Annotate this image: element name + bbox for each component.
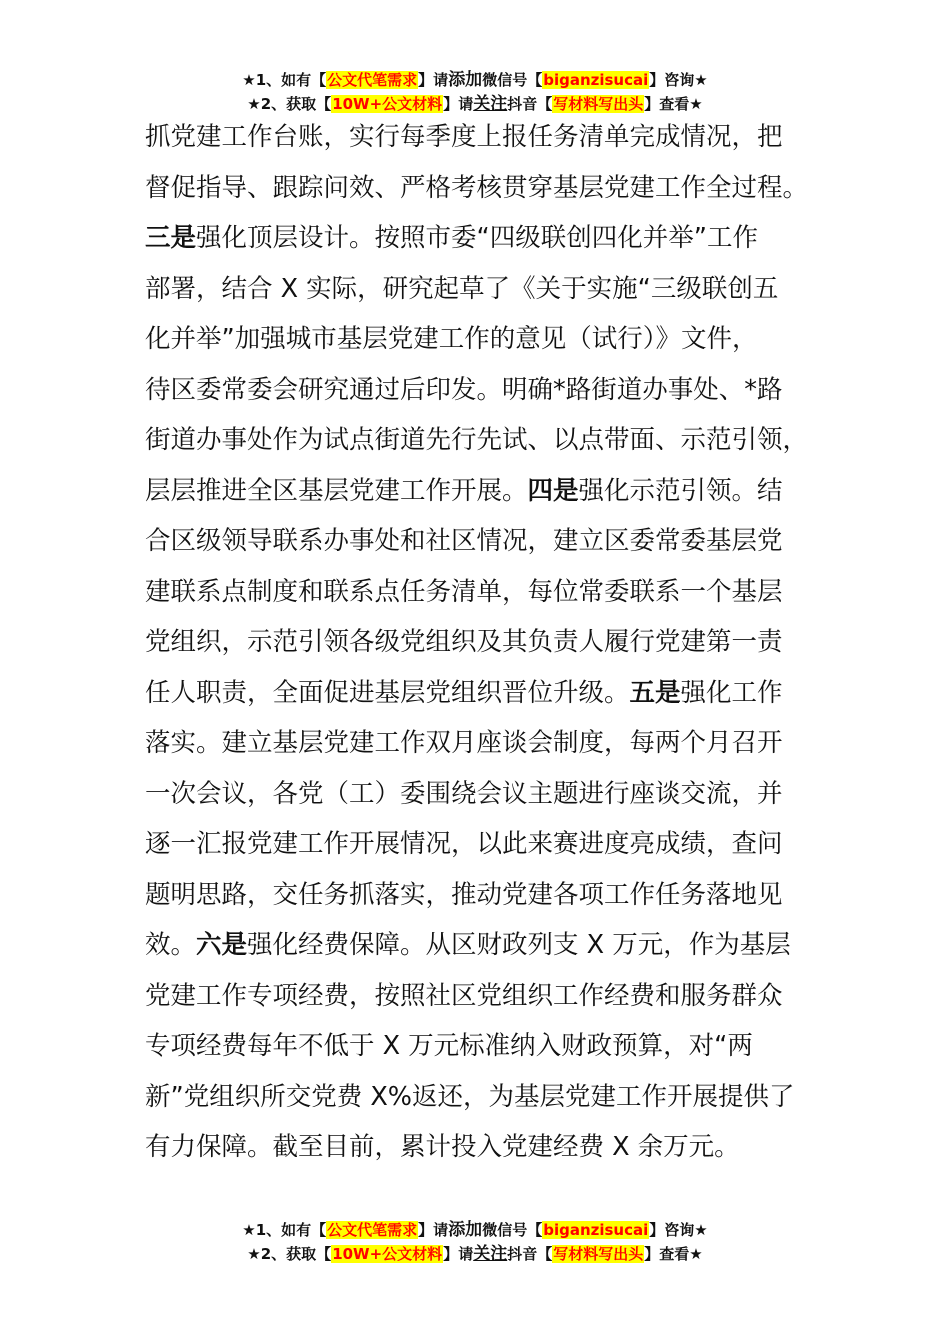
wechat-id-highlight: biganzisucai	[543, 1221, 649, 1239]
line-text: 化并举”加强城市基层党建工作的意见（试行）》文件，	[145, 324, 758, 354]
banner-text: 】请	[443, 95, 474, 113]
bold-lead-text: 四是	[527, 475, 579, 506]
banner-text: ★2、获取【	[247, 1245, 332, 1263]
emphasis-text: 添加	[448, 1220, 483, 1240]
line-text: 强化示范引领。结	[578, 475, 783, 506]
text-line	[145, 718, 825, 769]
highlight-label: 10W+公文材料	[332, 95, 443, 113]
text-line	[145, 314, 825, 365]
text-line	[145, 264, 825, 315]
emphasis-text: 关注	[473, 94, 508, 114]
bold-lead-text: 三是	[145, 223, 197, 253]
text-line	[145, 1072, 825, 1123]
line-text: 建联系点制度和联系点任务清单，每位常委联系一个基层	[145, 576, 783, 607]
bold-lead-text: 六是	[196, 930, 248, 960]
banner-line-2	[0, 1242, 950, 1266]
line-text: 逐一汇报党建工作开展情况，以此来赛进度亮成绩，查问	[145, 829, 783, 859]
text-line	[145, 769, 825, 820]
text-line	[145, 1021, 825, 1072]
banner-text: 微信号【	[482, 1221, 543, 1239]
text-line	[145, 163, 825, 214]
line-text: 有力保障。截至目前，累计投入党建经费 X 余万元。	[145, 1132, 740, 1162]
highlight-label: 10W+公文材料	[332, 1245, 443, 1263]
text-line	[145, 920, 825, 971]
text-line	[145, 112, 825, 163]
emphasis-text: 添加	[448, 70, 483, 90]
bold-lead-text: 五是	[629, 677, 681, 708]
line-text: 待区委常委会研究通过后印发。明确*路街道办事处、*路	[145, 374, 783, 405]
line-text: 部署，结合 X 实际，研究起草了《关于实施“三级联创五	[145, 273, 779, 304]
text-line	[145, 466, 825, 517]
footer-banner	[0, 1218, 950, 1266]
line-text: 新”党组织所交党费 X%返还，为基层党建工作开展提供了	[145, 1081, 795, 1112]
line-text: 题明思路，交任务抓落实，推动党建各项工作任务落地见	[145, 879, 783, 910]
text-line	[145, 1122, 825, 1173]
line-text: 一次会议，各党（工）委围绕会议主题进行座谈交流，并	[145, 778, 783, 809]
douyin-id-highlight: 写材料写出头	[553, 1245, 644, 1263]
line-text: 督促指导、跟踪问效、严格考核贯穿基层党建工作全过程。	[145, 172, 809, 203]
banner-text: 】查看★	[644, 1245, 703, 1263]
line-text: 强化工作	[680, 677, 783, 708]
text-line	[145, 819, 825, 870]
line-text: 强化经费保障。从区财政列支 X 万元，作为基层	[247, 930, 791, 960]
banner-text: 抖音【	[507, 95, 553, 113]
banner-text: 】请	[418, 71, 449, 89]
text-line	[145, 415, 825, 466]
line-text: 街道办事处作为试点街道先行先试、以点带面、示范引领，	[145, 425, 809, 455]
line-text: 党组织，示范引领各级党组织及其负责人履行党建第一责	[145, 627, 783, 657]
highlight-label: 公文代笔需求	[327, 71, 418, 89]
banner-text: 】请	[418, 1221, 449, 1239]
text-line	[145, 971, 825, 1022]
banner-text: 微信号【	[482, 71, 543, 89]
highlight-label: 公文代笔需求	[327, 1221, 418, 1239]
line-text: 抓党建工作台账，实行每季度上报任务清单完成情况，把	[145, 122, 783, 152]
banner-line-1	[0, 68, 950, 92]
line-text: 任人职责，全面促进基层党组织晋位升级。	[145, 677, 630, 708]
header-banner	[0, 68, 950, 116]
line-text: 层层推进全区基层党建工作开展。	[145, 475, 528, 506]
banner-text: ★2、获取【	[247, 95, 332, 113]
line-text: 强化顶层设计。按照市委“四级联创四化并举”工作	[196, 223, 758, 253]
banner-text: 】请	[443, 1245, 474, 1263]
douyin-id-highlight: 写材料写出头	[553, 95, 644, 113]
line-text: 合区级领导联系办事处和社区情况，建立区委常委基层党	[145, 526, 783, 556]
text-line	[145, 567, 825, 618]
text-line	[145, 617, 825, 668]
text-line	[145, 516, 825, 567]
text-line	[145, 213, 825, 264]
banner-text: 】咨询★	[649, 71, 708, 89]
banner-text: ★1、如有【	[242, 71, 327, 89]
banner-text: 】查看★	[644, 95, 703, 113]
document-body	[145, 112, 825, 1173]
line-text: 效。	[145, 930, 197, 960]
line-text: 党建工作专项经费，按照社区党组织工作经费和服务群众	[145, 980, 783, 1011]
banner-text: ★1、如有【	[242, 1221, 327, 1239]
line-text: 专项经费每年不低于 X 万元标准纳入财政预算，对“两	[145, 1031, 753, 1061]
emphasis-text: 关注	[473, 1244, 508, 1264]
line-text: 落实。建立基层党建工作双月座谈会制度，每两个月召开	[145, 728, 783, 758]
banner-line-1	[0, 1218, 950, 1242]
text-line	[145, 870, 825, 921]
banner-text: 抖音【	[507, 1245, 553, 1263]
text-line	[145, 365, 825, 416]
banner-text: 】咨询★	[649, 1221, 708, 1239]
wechat-id-highlight: biganzisucai	[543, 71, 649, 89]
text-line	[145, 668, 825, 719]
